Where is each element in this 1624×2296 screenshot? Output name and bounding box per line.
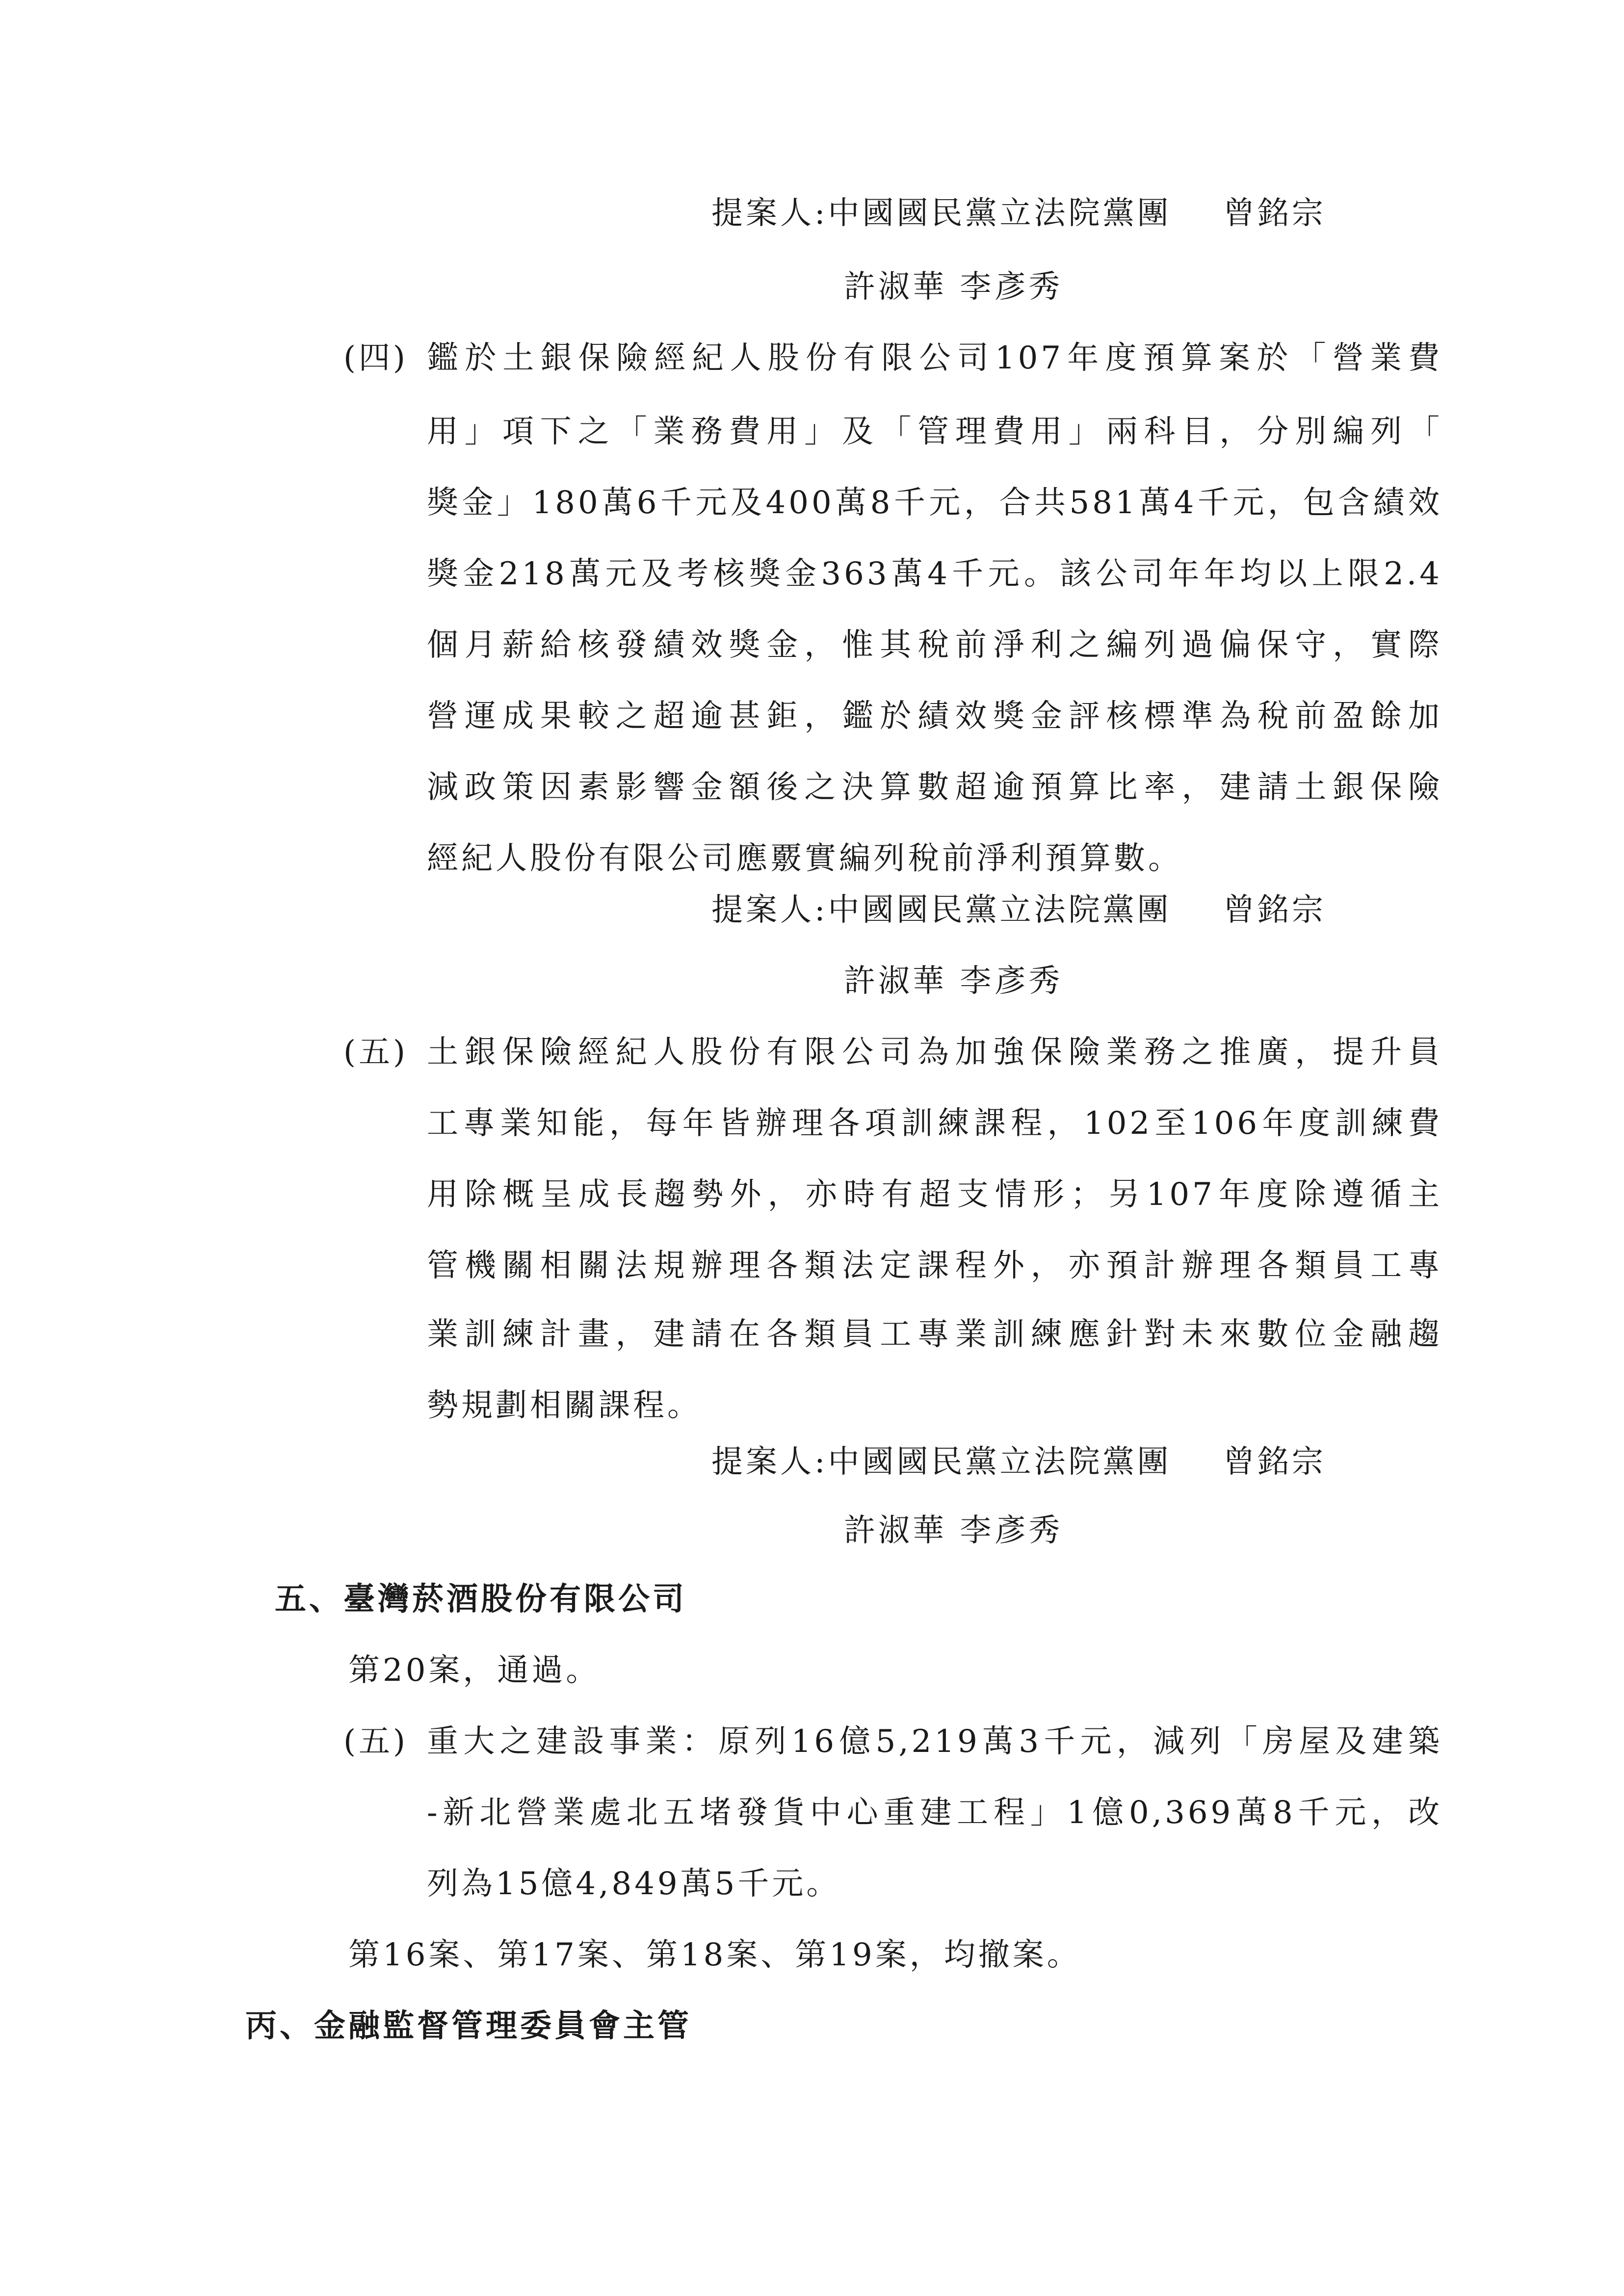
paragraph-line: 土銀保險經紀人股份有限公司為加強保險業務之推廣，提升員 [427,1034,1442,1070]
proposer-name: 曾銘宗 [1223,1444,1326,1480]
signature-names: 許淑華 李彥秀 [844,963,1063,999]
item-marker: (五) [343,1034,408,1070]
section-heading: 五、臺灣菸酒股份有限公司 [275,1581,687,1618]
signature-proposer [711,1442,1326,1482]
paragraph-line: 重大之建設事業：原列16億5,219萬3千元，減列「房屋及建築 [427,1723,1442,1760]
paragraph-line: 用除概呈成長趨勢外，亦時有超支情形；另107年度除遵循主 [427,1176,1442,1213]
withdrawn-cases: 第16案、第17案、第18案、第19案，均撤案。 [348,1937,1081,1973]
signature-proposer [711,194,1326,233]
paragraph-line: 列為15億4,849萬5千元。 [427,1866,841,1902]
proposer-name: 曾銘宗 [1223,195,1326,232]
signature-names: 許淑華 李彥秀 [844,1513,1063,1549]
paragraph-line: 鑑於土銀保險經紀人股份有限公司107年度預算案於「營業費 [427,340,1442,376]
proposer-label: 提案人:中國國民黨立法院黨團 [711,1444,1172,1480]
paragraph-line: -新北營業處北五堵發貨中心重建工程」1億0,369萬8千元，改 [427,1795,1442,1831]
paragraph-line: 經紀人股份有限公司應覈實編列稅前淨利預算數。 [427,840,1182,877]
paragraph-line: 個月薪給核發績效獎金，惟其稅前淨利之編列過偏保守，實際 [427,627,1442,663]
case-status: 第20案，通過。 [348,1652,601,1689]
paragraph-line: 用」項下之「業務費用」及「管理費用」兩科目，分別編列「 [427,414,1442,450]
signature-proposer [711,890,1326,930]
paragraph-line: 營運成果較之超逾甚鉅，鑑於績效獎金評核標準為稅前盈餘加 [427,698,1442,734]
paragraph-line: 業訓練計畫，建請在各類員工專業訓練應針對未來數位金融趨 [427,1316,1442,1353]
proposer-label: 提案人:中國國民黨立法院黨團 [711,892,1172,928]
item-marker: (五) [343,1723,408,1760]
section-heading: 丙、金融監督管理委員會主管 [245,2008,692,2044]
proposer-name: 曾銘宗 [1223,892,1326,928]
item-marker: (四) [343,340,408,376]
paragraph-line: 獎金」180萬6千元及400萬8千元，合共581萬4千元，包含績效 [427,485,1442,521]
signature-names: 許淑華 李彥秀 [844,269,1063,305]
paragraph-line: 工專業知能，每年皆辦理各項訓練課程，102至106年度訓練費 [427,1105,1442,1142]
paragraph-line: 減政策因素影響金額後之決算數超逾預算比率，建請土銀保險 [427,769,1442,806]
paragraph-line: 管機關相關法規辦理各類法定課程外，亦預計辦理各類員工專 [427,1248,1442,1284]
paragraph-line: 勢規劃相關課程。 [427,1387,702,1424]
paragraph-line: 獎金218萬元及考核獎金363萬4千元。該公司年年均以上限2.4 [427,556,1442,592]
proposer-label: 提案人:中國國民黨立法院黨團 [711,195,1172,232]
